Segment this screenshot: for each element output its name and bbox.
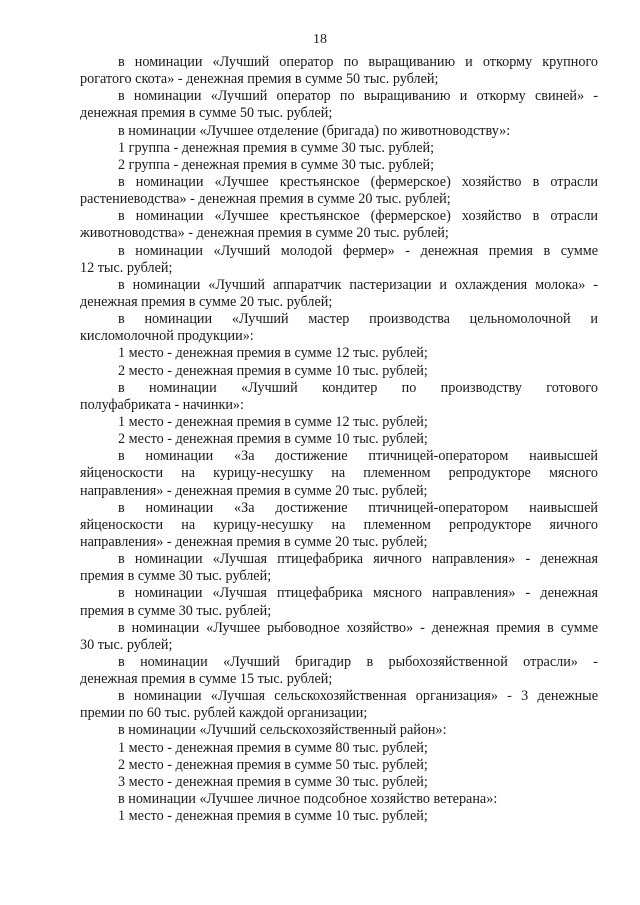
text-line: в номинации «Лучший мастер производства цельномолочной и	[118, 311, 598, 328]
text-line: в номинации «Лучшая сельскохозяйственная организация» - 3 денежные	[118, 688, 598, 705]
text-line: 2 место - денежная премия в сумме 10 тыс. рублей;	[118, 431, 428, 448]
document-body	[80, 54, 598, 825]
text-line: в номинации «Лучшее крестьянское (фермерское) хозяйство в отрасли	[118, 173, 598, 190]
text-line: в номинации «За достижение птичницей-оператором наивысшей	[118, 499, 598, 516]
text-line: 2 место - денежная премия в сумме 10 тыс. рублей;	[118, 362, 428, 379]
text-line: 2 место - денежная премия в сумме 50 тыс. рублей;	[118, 756, 428, 773]
text-line: 3 место - денежная премия в сумме 30 тыс. рублей;	[118, 773, 428, 790]
text-line: животноводства» - денежная премия в сумме 20 тыс. рублей;	[80, 225, 449, 242]
text-line: 2 группа - денежная премия в сумме 30 тыс. рублей;	[118, 156, 435, 173]
text-line: рогатого скота» - денежная премия в сумме 50 тыс. рублей;	[80, 71, 439, 88]
text-line: в номинации «Лучший оператор по выращиванию и откорму свиней» -	[118, 88, 598, 105]
text-line: денежная премия в сумме 15 тыс. рублей;	[80, 671, 333, 688]
text-line: 30 тыс. рублей;	[80, 636, 173, 653]
text-line: 1 группа - денежная премия в сумме 30 тыс. рублей;	[118, 139, 435, 156]
text-line: в номинации «Лучший молодой фермер» - денежная премия в сумме	[118, 242, 598, 259]
text-line: направления» - денежная премия в сумме 20 тыс. рублей;	[80, 533, 428, 550]
text-line: направления» - денежная премия в сумме 20 тыс. рублей;	[80, 482, 428, 499]
text-line: полуфабриката - начинки»:	[80, 396, 244, 413]
text-line: в номинации «Лучший оператор по выращиванию и откорму крупного	[118, 54, 598, 70]
text-line: денежная премия в сумме 20 тыс. рублей;	[80, 293, 333, 310]
text-line: 1 место - денежная премия в сумме 10 тыс. рублей;	[118, 808, 428, 825]
text-line: в номинации «За достижение птичницей-оператором наивысшей	[118, 448, 598, 465]
text-line: 1 место - денежная премия в сумме 12 тыс. рублей;	[118, 413, 428, 430]
text-line: денежная премия в сумме 50 тыс. рублей;	[80, 105, 333, 122]
text-line: яйценоскости на курицу-несушку на племенном репродукторе яичного	[80, 516, 598, 533]
text-line: 12 тыс. рублей;	[80, 259, 173, 276]
text-line: растениеводства» - денежная премия в сумме 20 тыс. рублей;	[80, 191, 451, 208]
text-line: в номинации «Лучший кондитер по производству готового	[118, 379, 598, 396]
text-line: 1 место - денежная премия в сумме 12 тыс. рублей;	[118, 345, 428, 362]
text-line: премия в сумме 30 тыс. рублей;	[80, 568, 272, 585]
text-line: 1 место - денежная премия в сумме 80 тыс. рублей;	[118, 739, 428, 756]
text-line: премия в сумме 30 тыс. рублей;	[80, 602, 272, 619]
text-line: в номинации «Лучший сельскохозяйственный район»:	[118, 722, 447, 739]
page-number: 18	[313, 32, 327, 47]
text-line: в номинации «Лучшая птицефабрика яичного направления» - денежная	[118, 551, 598, 568]
text-line: в номинации «Лучшее отделение (бригада) по животноводству»:	[118, 122, 511, 139]
text-line: в номинации «Лучшее крестьянское (фермерское) хозяйство в отрасли	[118, 208, 598, 225]
text-line: в номинации «Лучшее рыбоводное хозяйство» - денежная премия в сумме	[118, 619, 598, 636]
text-line: кисломолочной продукции»:	[80, 328, 254, 345]
text-line: в номинации «Лучший бригадир в рыбохозяйственной отрасли» -	[118, 653, 598, 670]
text-line: в номинации «Лучшая птицефабрика мясного направления» - денежная	[118, 585, 598, 602]
text-line: яйценоскости на курицу-несушку на племенном репродукторе мясного	[80, 465, 598, 482]
text-line: в номинации «Лучший аппаратчик пастеризации и охлаждения молока» -	[118, 276, 598, 293]
text-line: в номинации «Лучшее личное подсобное хозяйство ветерана»:	[118, 791, 498, 808]
text-line: премии по 60 тыс. рублей каждой организации;	[80, 705, 368, 722]
